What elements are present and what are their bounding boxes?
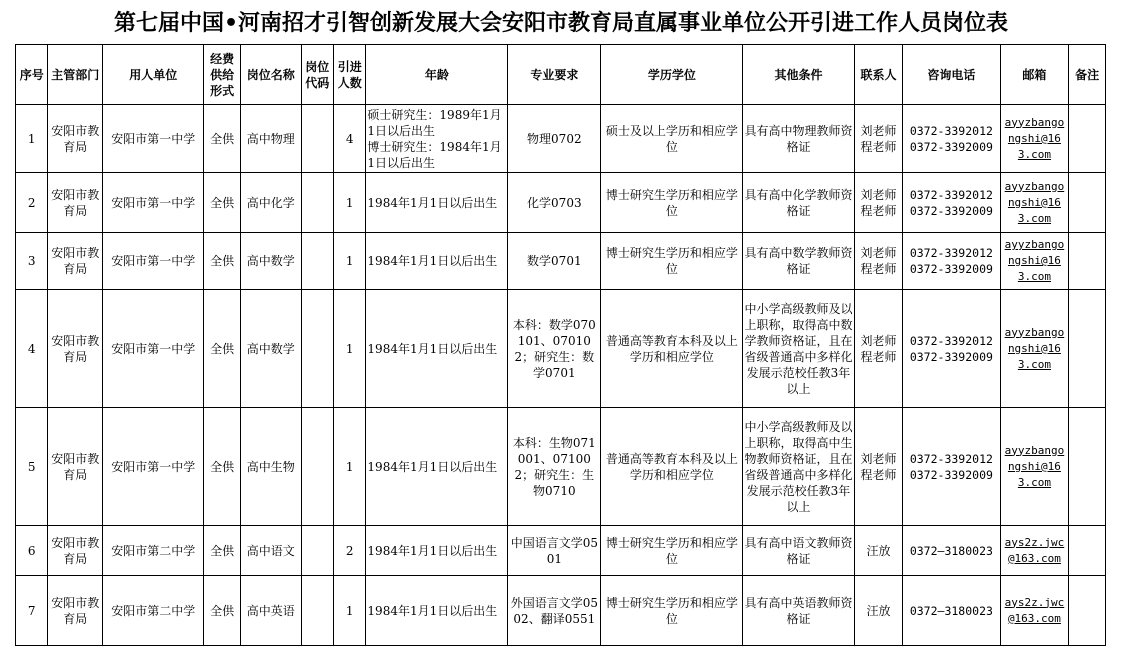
cell-major: 本科：数学070101、070102；研究生：数学0701 bbox=[508, 290, 601, 408]
cell-dept: 安阳市教育局 bbox=[48, 576, 103, 646]
cell-age: 1984年1月1日以后出生 bbox=[366, 408, 508, 526]
cell-other: 具有高中物理教师资格证 bbox=[743, 105, 854, 173]
header-dept: 主管部门 bbox=[48, 45, 103, 105]
cell-major: 数学0701 bbox=[508, 233, 601, 290]
cell-other: 中小学高级教师及以上职称，取得高中数学教师资格证，且在省级普通高中多样化发展示范校任教3年以上 bbox=[743, 290, 854, 408]
cell-post-name: 高中数学 bbox=[240, 233, 301, 290]
header-email: 邮箱 bbox=[1000, 45, 1069, 105]
header-note: 备注 bbox=[1069, 45, 1106, 105]
table-row bbox=[16, 173, 1106, 233]
email-link[interactable]: ayyzbangongshi@163.com bbox=[1004, 325, 1065, 371]
cell-contact: 刘老师 程老师 bbox=[854, 105, 903, 173]
table-row bbox=[16, 290, 1106, 408]
cell-dept: 安阳市教育局 bbox=[48, 408, 103, 526]
cell-count: 1 bbox=[334, 173, 366, 233]
email-link[interactable]: ayyzbangongshi@163.com bbox=[1004, 179, 1065, 225]
cell-age: 1984年1月1日以后出生 bbox=[366, 526, 508, 576]
cell-age: 1984年1月1日以后出生 bbox=[366, 233, 508, 290]
cell-email bbox=[1000, 408, 1069, 526]
header-post-code: 岗位代码 bbox=[301, 45, 333, 105]
cell-seq: 2 bbox=[16, 173, 48, 233]
cell-degree: 硕士及以上学历和相应学位 bbox=[601, 105, 743, 173]
cell-note bbox=[1069, 408, 1106, 526]
cell-degree: 博士研究生学历和相应学位 bbox=[601, 526, 743, 576]
cell-unit: 安阳市第一中学 bbox=[103, 173, 204, 233]
cell-post-code bbox=[301, 290, 333, 408]
position-table bbox=[15, 44, 1106, 646]
cell-age: 硕士研究生：1989年1月1日以后出生 博士研究生：1984年1月1日以后出生 bbox=[366, 105, 508, 173]
cell-dept: 安阳市教育局 bbox=[48, 526, 103, 576]
cell-degree: 普通高等教育本科及以上学历和相应学位 bbox=[601, 290, 743, 408]
table-row bbox=[16, 233, 1106, 290]
table-row bbox=[16, 105, 1106, 173]
cell-email bbox=[1000, 576, 1069, 646]
cell-post-name: 高中化学 bbox=[240, 173, 301, 233]
cell-post-code bbox=[301, 408, 333, 526]
table-row bbox=[16, 408, 1106, 526]
cell-count: 4 bbox=[334, 105, 366, 173]
header-major: 专业要求 bbox=[508, 45, 601, 105]
cell-funding: 全供 bbox=[204, 105, 240, 173]
cell-funding: 全供 bbox=[204, 290, 240, 408]
cell-funding: 全供 bbox=[204, 173, 240, 233]
header-unit: 用人单位 bbox=[103, 45, 204, 105]
cell-major: 中国语言文学0501 bbox=[508, 526, 601, 576]
email-link[interactable]: ays2z.jwc@163.com bbox=[1004, 595, 1065, 625]
cell-post-code bbox=[301, 526, 333, 576]
cell-post-name: 高中语文 bbox=[240, 526, 301, 576]
cell-contact: 刘老师 程老师 bbox=[854, 173, 903, 233]
cell-degree: 普通高等教育本科及以上学历和相应学位 bbox=[601, 408, 743, 526]
email-link[interactable]: ayyzbangongshi@163.com bbox=[1004, 115, 1065, 161]
cell-seq: 6 bbox=[16, 526, 48, 576]
cell-dept: 安阳市教育局 bbox=[48, 290, 103, 408]
cell-funding: 全供 bbox=[204, 233, 240, 290]
cell-note bbox=[1069, 290, 1106, 408]
cell-post-name: 高中数学 bbox=[240, 290, 301, 408]
cell-dept: 安阳市教育局 bbox=[48, 173, 103, 233]
cell-post-name: 高中物理 bbox=[240, 105, 301, 173]
cell-contact: 汪放 bbox=[854, 526, 903, 576]
header-phone: 咨询电话 bbox=[903, 45, 1000, 105]
cell-count: 2 bbox=[334, 526, 366, 576]
header-post-name: 岗位名称 bbox=[240, 45, 301, 105]
cell-unit: 安阳市第一中学 bbox=[103, 290, 204, 408]
cell-other: 具有高中化学教师资格证 bbox=[743, 173, 854, 233]
cell-email bbox=[1000, 290, 1069, 408]
cell-contact: 刘老师 程老师 bbox=[854, 290, 903, 408]
email-link[interactable]: ays2z.jwc@163.com bbox=[1004, 535, 1065, 565]
cell-other: 具有高中英语教师资格证 bbox=[743, 576, 854, 646]
cell-contact: 刘老师 程老师 bbox=[854, 233, 903, 290]
cell-funding: 全供 bbox=[204, 526, 240, 576]
table-row bbox=[16, 526, 1106, 576]
cell-post-code bbox=[301, 576, 333, 646]
cell-count: 1 bbox=[334, 290, 366, 408]
cell-degree: 博士研究生学历和相应学位 bbox=[601, 233, 743, 290]
table-row bbox=[16, 576, 1106, 646]
cell-unit: 安阳市第二中学 bbox=[103, 576, 204, 646]
cell-major: 物理0702 bbox=[508, 105, 601, 173]
cell-email bbox=[1000, 526, 1069, 576]
cell-note bbox=[1069, 105, 1106, 173]
cell-post-code bbox=[301, 173, 333, 233]
cell-major: 外国语言文学0502、翻译0551 bbox=[508, 576, 601, 646]
cell-unit: 安阳市第一中学 bbox=[103, 233, 204, 290]
cell-email bbox=[1000, 173, 1069, 233]
cell-phone: 0372—3180023 bbox=[903, 576, 1000, 646]
cell-unit: 安阳市第二中学 bbox=[103, 526, 204, 576]
cell-seq: 1 bbox=[16, 105, 48, 173]
cell-dept: 安阳市教育局 bbox=[48, 233, 103, 290]
cell-contact: 刘老师 程老师 bbox=[854, 408, 903, 526]
header-degree: 学历学位 bbox=[601, 45, 743, 105]
cell-major: 本科：生物071001、071002；研究生：生物0710 bbox=[508, 408, 601, 526]
cell-unit: 安阳市第一中学 bbox=[103, 408, 204, 526]
header-other: 其他条件 bbox=[743, 45, 854, 105]
email-link[interactable]: ayyzbangongshi@163.com bbox=[1004, 238, 1065, 283]
header-row bbox=[16, 45, 1106, 105]
cell-phone: 0372-3392012 0372-3392009 bbox=[903, 233, 1000, 290]
cell-phone: 0372-3392012 0372-3392009 bbox=[903, 290, 1000, 408]
header-age: 年龄 bbox=[366, 45, 508, 105]
cell-degree: 博士研究生学历和相应学位 bbox=[601, 173, 743, 233]
cell-age: 1984年1月1日以后出生 bbox=[366, 173, 508, 233]
cell-post-code bbox=[301, 233, 333, 290]
cell-note bbox=[1069, 233, 1106, 290]
cell-email bbox=[1000, 105, 1069, 173]
cell-age: 1984年1月1日以后出生 bbox=[366, 576, 508, 646]
cell-age: 1984年1月1日以后出生 bbox=[366, 290, 508, 408]
cell-phone: 0372-3392012 0372-3392009 bbox=[903, 105, 1000, 173]
cell-phone: 0372—3180023 bbox=[903, 526, 1000, 576]
cell-count: 1 bbox=[334, 576, 366, 646]
table-body bbox=[16, 105, 1106, 646]
cell-funding: 全供 bbox=[204, 576, 240, 646]
cell-seq: 5 bbox=[16, 408, 48, 526]
header-contact: 联系人 bbox=[854, 45, 903, 105]
cell-other: 中小学高级教师及以上职称，取得高中生物教师资格证，且在省级普通高中多样化发展示范校任教3年以上 bbox=[743, 408, 854, 526]
cell-funding: 全供 bbox=[204, 408, 240, 526]
cell-unit: 安阳市第一中学 bbox=[103, 105, 204, 173]
cell-note bbox=[1069, 173, 1106, 233]
cell-count: 1 bbox=[334, 233, 366, 290]
cell-phone: 0372-3392012 0372-3392009 bbox=[903, 408, 1000, 526]
cell-major: 化学0703 bbox=[508, 173, 601, 233]
cell-dept: 安阳市教育局 bbox=[48, 105, 103, 173]
header-count: 引进人数 bbox=[334, 45, 366, 105]
cell-note bbox=[1069, 576, 1106, 646]
cell-note bbox=[1069, 526, 1106, 576]
cell-phone: 0372-3392012 0372-3392009 bbox=[903, 173, 1000, 233]
cell-count: 1 bbox=[334, 408, 366, 526]
cell-post-name: 高中生物 bbox=[240, 408, 301, 526]
cell-seq: 7 bbox=[16, 576, 48, 646]
cell-other: 具有高中语文教师资格证 bbox=[743, 526, 854, 576]
header-funding: 经费供给形式 bbox=[204, 45, 240, 105]
header-seq: 序号 bbox=[16, 45, 48, 105]
cell-email bbox=[1000, 233, 1069, 290]
cell-post-code bbox=[301, 105, 333, 173]
email-link[interactable]: ayyzbangongshi@163.com bbox=[1004, 443, 1065, 489]
cell-post-name: 高中英语 bbox=[240, 576, 301, 646]
cell-degree: 博士研究生学历和相应学位 bbox=[601, 576, 743, 646]
cell-seq: 3 bbox=[16, 233, 48, 290]
page-title: 第七届中国•河南招才引智创新发展大会安阳市教育局直属事业单位公开引进工作人员岗位表 bbox=[113, 11, 1009, 36]
cell-other: 具有高中数学教师资格证 bbox=[743, 233, 854, 290]
cell-contact: 汪放 bbox=[854, 576, 903, 646]
cell-seq: 4 bbox=[16, 290, 48, 408]
